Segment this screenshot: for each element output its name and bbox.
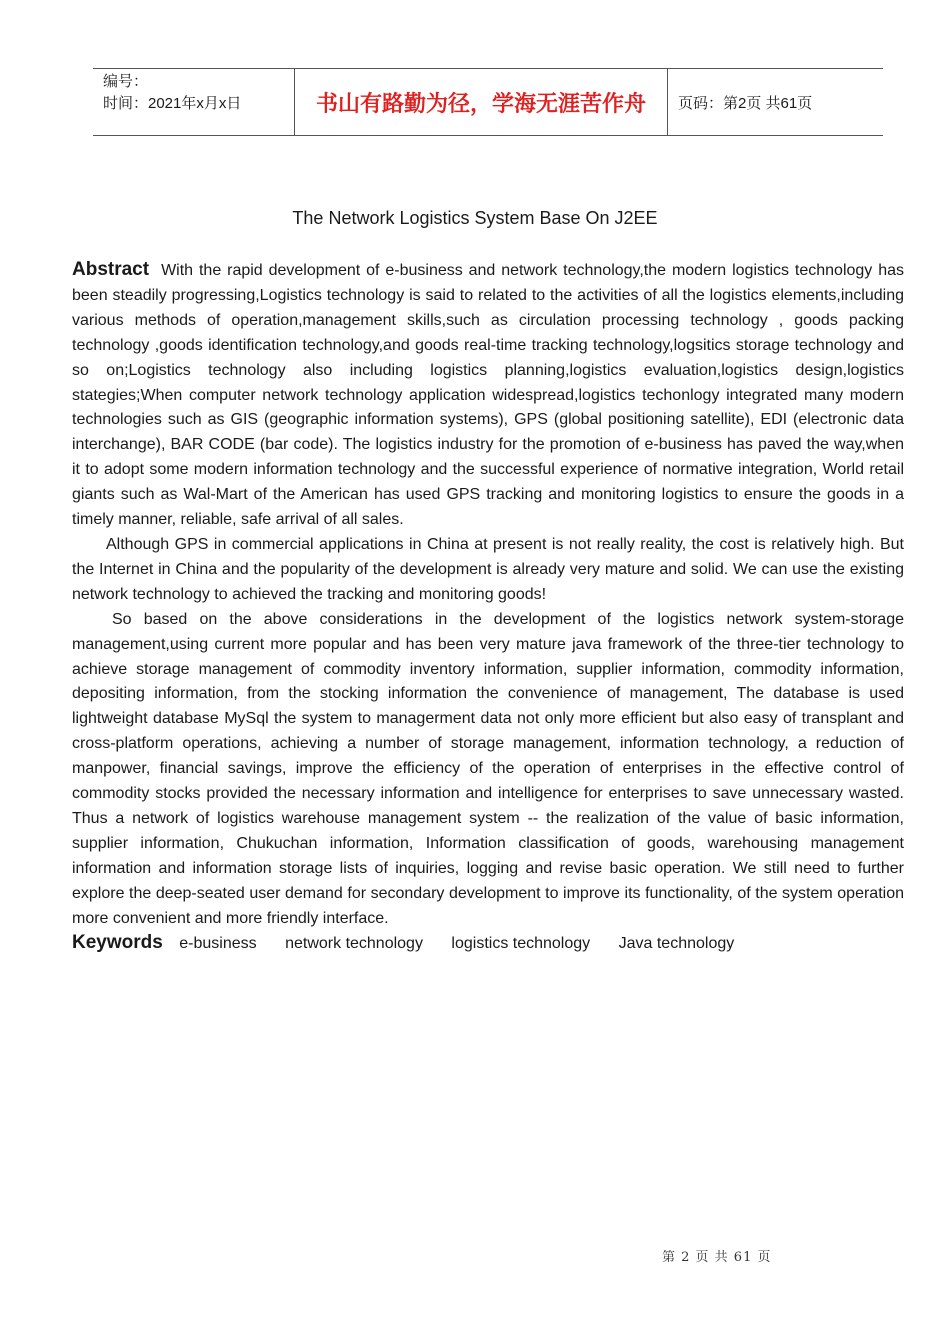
keyword-item: e-business	[179, 935, 257, 953]
abstract-paragraph-2: Although GPS in commercial applications in China at present is not really reality, the cost is relatively high. But the Internet in China and the popularity of the development is already very mature and solid. We can use the existing network technology to achieved the tracking and monitoring goods!	[72, 535, 904, 603]
keyword-item: network technology	[285, 935, 423, 953]
keywords-line	[72, 931, 904, 957]
document-number-label: 编号：	[103, 73, 149, 90]
abstract-label: Abstract	[72, 259, 150, 280]
keyword-item: logistics technology	[451, 935, 591, 953]
abstract-paragraph-1	[72, 258, 904, 533]
header-motto: 书山有路勤为径，学海无涯苦作舟	[315, 91, 646, 117]
document-title: The Network Logistics System Base On J2EE	[292, 208, 658, 228]
header-page-cell	[668, 69, 883, 135]
header-motto-cell	[295, 69, 668, 135]
abstract-paragraph-1-text: With the rapid development of e-business and network technology,the modern logistics technology has been steadily progressing,Logistics technology is said to related to the activities of all the logistics elements,including various methods of operation,management skills,such as circulation processing technology , goods packing technology ,goods identification technology,and goods real-time tracking technology,logsitics storage technology and so on;Logistics technology also including logistics planning,logistics evaluation,logistics design,logistics stategies;When computer network technology application widespread,logistics techonlogy integrated many modern technologies such as GIS (geographic information systems), GPS (global positioning satellite), EDI (electronic data interchange), BAR CODE (bar code). The logistics industry for the promotion of e-business has paved the way,when it to adopt some modern information technology and the successful experience of normative integration, World retail giants such as Wal-Mart of the American has used GPS tracking and monitoring logistics to ensure the goods in a timely manner, reliable, safe arrival of all sales.	[72, 262, 904, 529]
keyword-item: Java technology	[618, 935, 735, 953]
keywords-label: Keywords	[72, 932, 163, 954]
document-time-label: 时间：2021年x月x日	[103, 95, 242, 112]
header-meta-cell	[93, 69, 295, 135]
abstract-paragraph-3: So based on the above considerations in the development of the logistics network system-storage management,using current more popular and has been very mature java framework of the three-tier technology to achieve storage management of commodity inventory information, supplier information, commodity information, depositing information, from the stocking information the convenience of management, The database is used lightweight database MySql the system to managerment data not only more efficient but also easy of transplant and cross-platform operations, achieving a number of storage management, information technology, a reduction of manpower, financial savings, improve the efficiency of the operation of enterprises in the effective control of commodity stocks provided the necessary information and intelligence for enterprises to save unnecessary wasted. Thus a network of logistics warehouse management system -- the realization of the value of basic information, supplier information, Chukuchan information, Information classification of goods, warehousing management information and information storage lists of inquiries, logging and revise basic operation. We still need to further explore the deep-seated user demand for secondary development to improve its functionality, of the system operation more convenient and more friendly interface.	[72, 610, 904, 927]
abstract-section	[72, 258, 904, 957]
page-header	[93, 68, 883, 136]
header-page-info: 页码：第2页 共61页	[678, 94, 813, 112]
page-footer: 第 2 页 共 61 页	[662, 1250, 772, 1265]
